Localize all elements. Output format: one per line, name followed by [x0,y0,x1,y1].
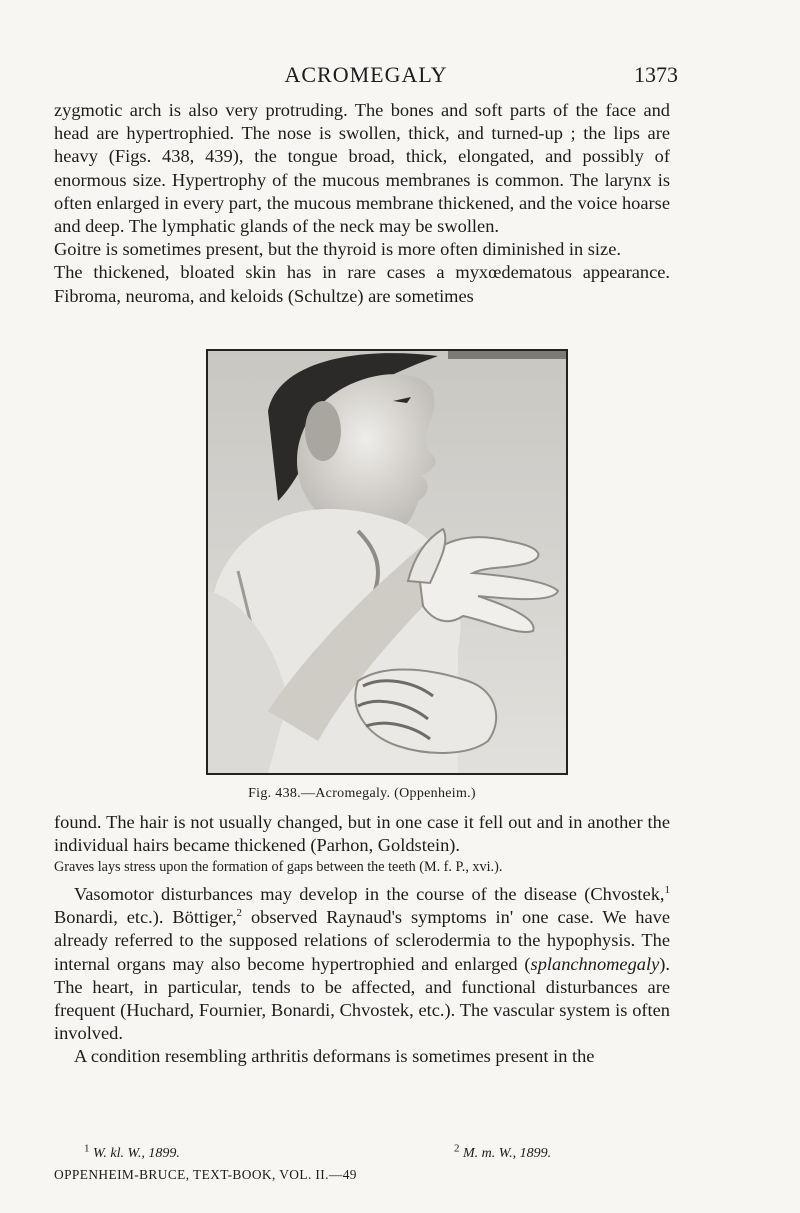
signature-line: OPPENHEIM-BRUCE, TEXT-BOOK, VOL. II.—49 [54,1167,357,1182]
paragraph: Goitre is sometimes present, but the thyroid is more often diminished in size. [54,239,621,260]
text-run: Vasomotor disturbances may develop in the course of the disease (Chvostek, [74,884,665,904]
small-print-note: Graves lays stress upon the formation of gaps between the teeth (M. f. P., xvi.). [54,859,503,875]
acromegaly-photo [208,351,566,773]
paragraph: zygmotic arch is also very protruding. The bones and soft parts of the face and head are hypertrophied. The nose is swollen, thick, and turned-up ; the lips are heavy (Figs. 438, 439), the tongue broad, thick, elongated, and possibly of enormous size. Hypertrophy of the mucous membranes is common. The larynx is often enlarged in every part, the mucous membrane thickened, and the voice hoarse and deep. The lymphatic glands of the neck may be swollen. [54,100,670,237]
paragraph: The thickened, bloated skin has in rare cases a myxœdematous appearance. Fibroma, neuroma, and keloids (Schultze) are sometimes [54,262,670,306]
text-run: observed Raynaud's symptoms in' one case. We have already referred to the supposed relations of sclerodermia to the hypophysis. The internal organs may also become hypertrophied and enlarged ( [54,907,670,974]
footnote-2 [454,1142,552,1162]
paragraph-vasomotor [54,883,670,1045]
text-run: ). The heart, in particular, tends to be affected, and functional disturbances are frequent (Huchard, Fournier, Bonardi, Chvostek, etc.). The vascular system is often involved. [54,953,670,1044]
body-text-top [54,99,670,308]
figure-photograph [206,349,568,775]
footnote-text: M. m. W., 1899. [463,1146,552,1161]
footnote-ref: 2 [236,907,243,920]
body-text-mid [54,811,670,857]
running-head-title: ACROMEGALY [284,62,448,87]
text-run: Bonardi, etc.). Böttiger, [54,907,237,928]
footnote-mark: 2 [454,1142,460,1155]
italic-term: splanchnomegaly [530,953,660,974]
footnote-text: W. kl. W., 1899. [93,1146,180,1161]
paragraph: A condition resembling arthritis deformans is sometimes present in the [74,1046,595,1067]
page-number: 1373 [634,62,678,87]
footnote-1 [84,1142,180,1162]
paragraph: found. The hair is not usually changed, but in one case it fell out and in another the individual hairs became thickened (Parhon, Goldstein). [54,812,670,856]
body-text-bottom [54,883,670,1069]
footnote-ref: 1 [664,883,670,896]
figure-caption: Fig. 438.—Acromegaly. (Oppenheim.) [248,786,476,801]
running-head [54,62,678,90]
footnote-mark: 1 [84,1142,90,1155]
